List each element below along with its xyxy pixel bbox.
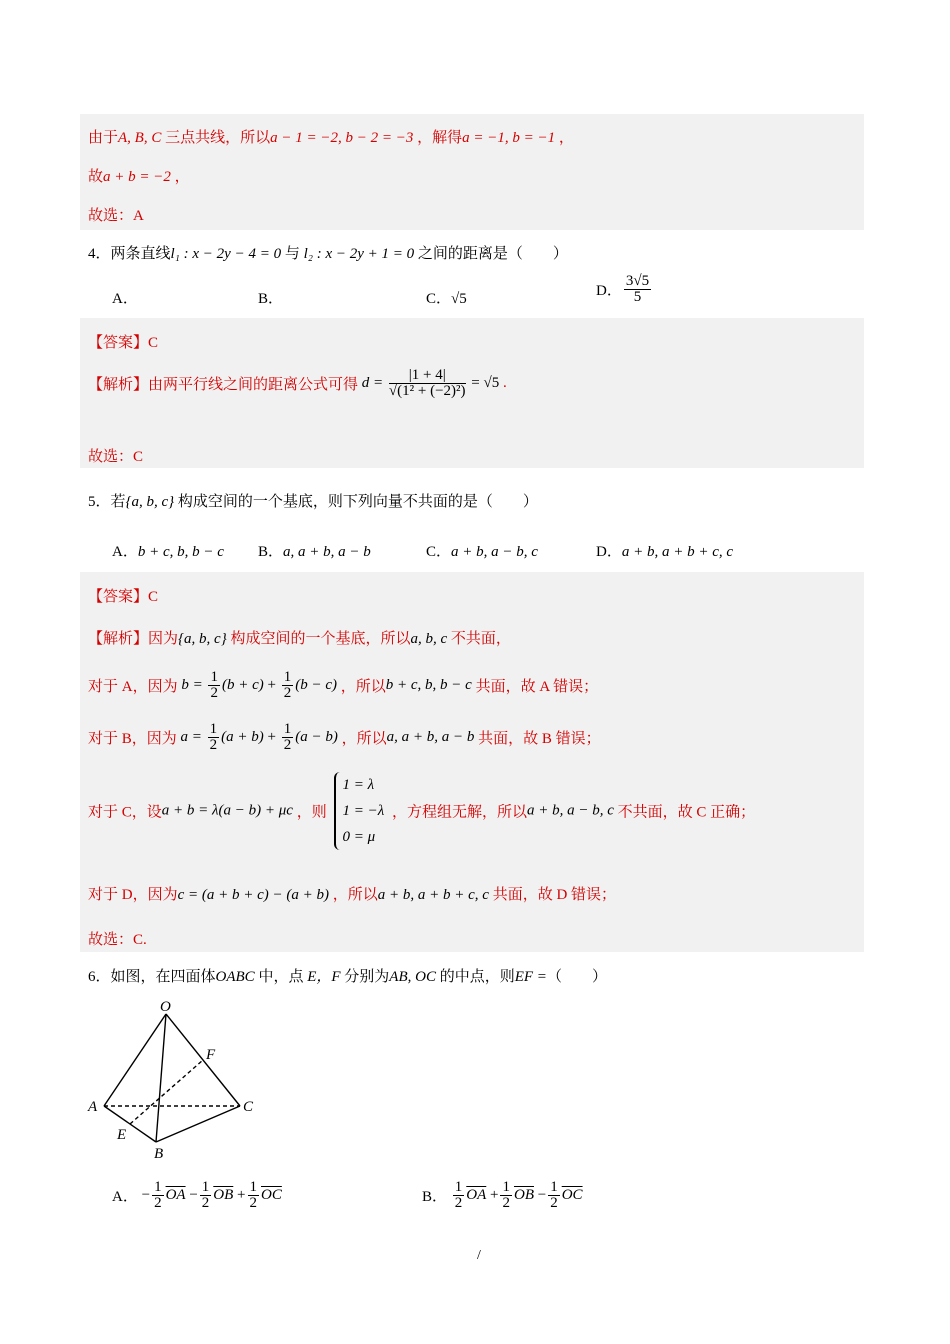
- q4-stem: 4．两条直线l₁ : x − 2y − 4 = 0 与 l₂ : x − 2y + 1 = 0 之间的距离是（ ）: [88, 246, 568, 262]
- q5-answer: 【答案】C: [88, 589, 159, 605]
- edge-bc: [156, 1106, 240, 1142]
- q4-option-d: D． $\frac{3√5}{5}$: [596, 273, 650, 305]
- label-o: O: [160, 999, 171, 1015]
- tetrahedron-figure: [80, 998, 280, 1168]
- label-b: B: [154, 1146, 164, 1162]
- label-f: F: [206, 1047, 216, 1063]
- q4-option-b: B．: [258, 291, 284, 307]
- q5-row-d: 对于 D，因为c = (a + b + c) − (a + b) ，所以a + b, a + b + c, c 共面，故 D 错误；: [88, 887, 617, 903]
- edge-oc: [166, 1014, 240, 1106]
- segment-ef-hidden: [130, 1060, 203, 1124]
- page-footer: /: [477, 1248, 481, 1263]
- q5-option-a: A．b + c, b, b − c: [112, 544, 224, 560]
- q4-option-c: C．√5: [426, 291, 467, 307]
- q4-answer: 【答案】C: [88, 335, 159, 351]
- q6-stem: 6．如图，在四面体OABC 中，点 E，F 分别为AB, OC 的中点，则EF =（ ）: [88, 969, 607, 985]
- q4-option-a: A．: [112, 291, 138, 307]
- q6-option-b: B． $\frac{1}{2}$ $\overline{OA}$ + $\frac{1}{2}$ $\overline{OB}$ − $\frac{1}{2}$ $\overline{OC}$: [422, 1179, 583, 1211]
- label-a: A: [88, 1099, 98, 1115]
- prev-line-1: 由于A, B, C 三点共线，所以a − 1 = −2, b − 2 = −3 ，解得a = −1, b = −1 ，: [88, 130, 574, 146]
- q5-option-d: D．a + b, a + b + c, c: [596, 544, 734, 560]
- q5-option-b: B．a, a + b, a − b: [258, 544, 371, 560]
- q5-analysis: 【解析】因为{a, b, c} 构成空间的一个基底，所以a, b, c 不共面，: [88, 631, 511, 647]
- q5-row-a: 对于 A，因为 b = $\frac{1}{2}$ (b + c) + $\frac{1}{2}$ (b − c) ，所以b + c, b, b − c 共面，故 A 错误；: [88, 669, 599, 701]
- edge-ob: [156, 1014, 166, 1142]
- q5-option-c: C．a + b, a − b, c: [426, 544, 538, 560]
- q5-choose: 故选：C.: [88, 932, 147, 948]
- prev-line-2: 故a + b = −2 ，: [88, 169, 190, 185]
- q5-row-b: 对于 B，因为 a = $\frac{1}{2}$ (a + b) + $\frac{1}{2}$ (a − b) ，所以a, a + b, a − b 共面，故 B 错误；: [88, 721, 601, 753]
- q4-analysis: 【解析】由两平行线之间的距离公式可得 d = $\frac{|1 + 4|}{\text{√(1² + (−2)²)}}$ = √5 .: [88, 367, 507, 399]
- label-c: C: [243, 1099, 254, 1115]
- q5-stem: 5．若{a, b, c} 构成空间的一个基底，则下列向量不共面的是（ ）: [88, 494, 538, 510]
- q4-choose: 故选：C: [88, 449, 144, 465]
- edge-oa: [104, 1014, 166, 1106]
- q5-row-c: 对于 C，设a + b = λ(a − b) + μc ，则 1 = λ 1 = −λ 0 = μ ，方程组无解，所以a + b, a − b, c 不共面，故 C 正确；: [88, 772, 755, 850]
- q6-option-a: A． − $\frac{1}{2}$ $\overline{OA}$ − $\frac{1}{2}$ $\overline{OB}$ + $\frac{1}{2}$ $\overline{OC}$: [112, 1179, 282, 1211]
- label-e: E: [117, 1127, 127, 1143]
- prev-choose: 故选：A: [88, 208, 144, 224]
